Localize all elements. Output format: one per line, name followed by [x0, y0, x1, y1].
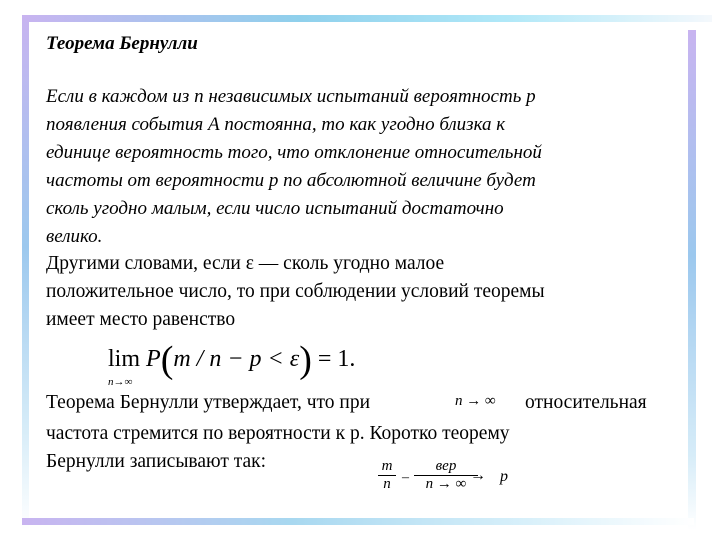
probability-symbol: P [146, 346, 161, 372]
convergence-arrow-label [414, 458, 478, 493]
arrow-bottom-label: n → ∞ [425, 476, 467, 492]
left-paren: ( [160, 339, 174, 381]
arrow-head: → [470, 467, 486, 484]
formula-dash: – [402, 470, 409, 485]
theorem-line: велико. [46, 226, 103, 247]
slide-title: Теорема Бернулли [46, 33, 198, 54]
right-paren: ) [299, 339, 312, 381]
lim-subscript: n→∞ [108, 376, 133, 388]
theorem-line: сколь угодно малым, если число испытаний достаточно [46, 198, 504, 219]
fraction-numerator: m [381, 458, 393, 474]
fraction-denominator: n [383, 476, 391, 492]
left-decor-bar [22, 15, 29, 530]
paragraph2-rest [46, 420, 686, 476]
theorem-line: частоты от вероятности р по абсолютной величине будет [46, 170, 536, 191]
formula-rhs: = 1. [317, 346, 356, 372]
paragraph-line: частота стремится по вероятности к р. Коротко теорему [46, 423, 510, 444]
top-decor-bar [22, 15, 712, 22]
paragraph-line: имеет место равенство [46, 309, 236, 330]
theorem-line: единице вероятность того, что отклонение относительной [46, 142, 542, 163]
fraction-m-over-n [378, 458, 396, 493]
theorem-statement [46, 83, 676, 251]
bottom-decor-bar [22, 518, 694, 525]
theorem-line: Если в каждом из n независимых испытаний вероятность р [46, 86, 536, 107]
arrow-top-label: вер [435, 458, 457, 474]
paragraph-line: Бернулли записывают так: [46, 451, 267, 472]
limit-formula [108, 338, 356, 388]
paragraph2-start: Теорема Бернулли утверждает, что при [46, 392, 371, 413]
paragraph-line: положительное число, то при соблюдении условий теоремы [46, 281, 545, 302]
lim-text: lim [108, 346, 141, 372]
right-decor-bar [688, 30, 696, 530]
limit-p: p [500, 468, 508, 485]
formula-inner: m / n − p < ε [173, 346, 300, 372]
paragraph2-after: относительная [525, 392, 647, 413]
theorem-line: появления события А постоянна, то как угодно близка к [46, 114, 506, 135]
paragraph-line: Другими словами, если ε — сколь угодно малое [46, 253, 445, 274]
inline-n-to-infinity: n → ∞ [455, 393, 496, 409]
lim-operator [108, 346, 141, 388]
paragraph-other-words [46, 250, 686, 334]
